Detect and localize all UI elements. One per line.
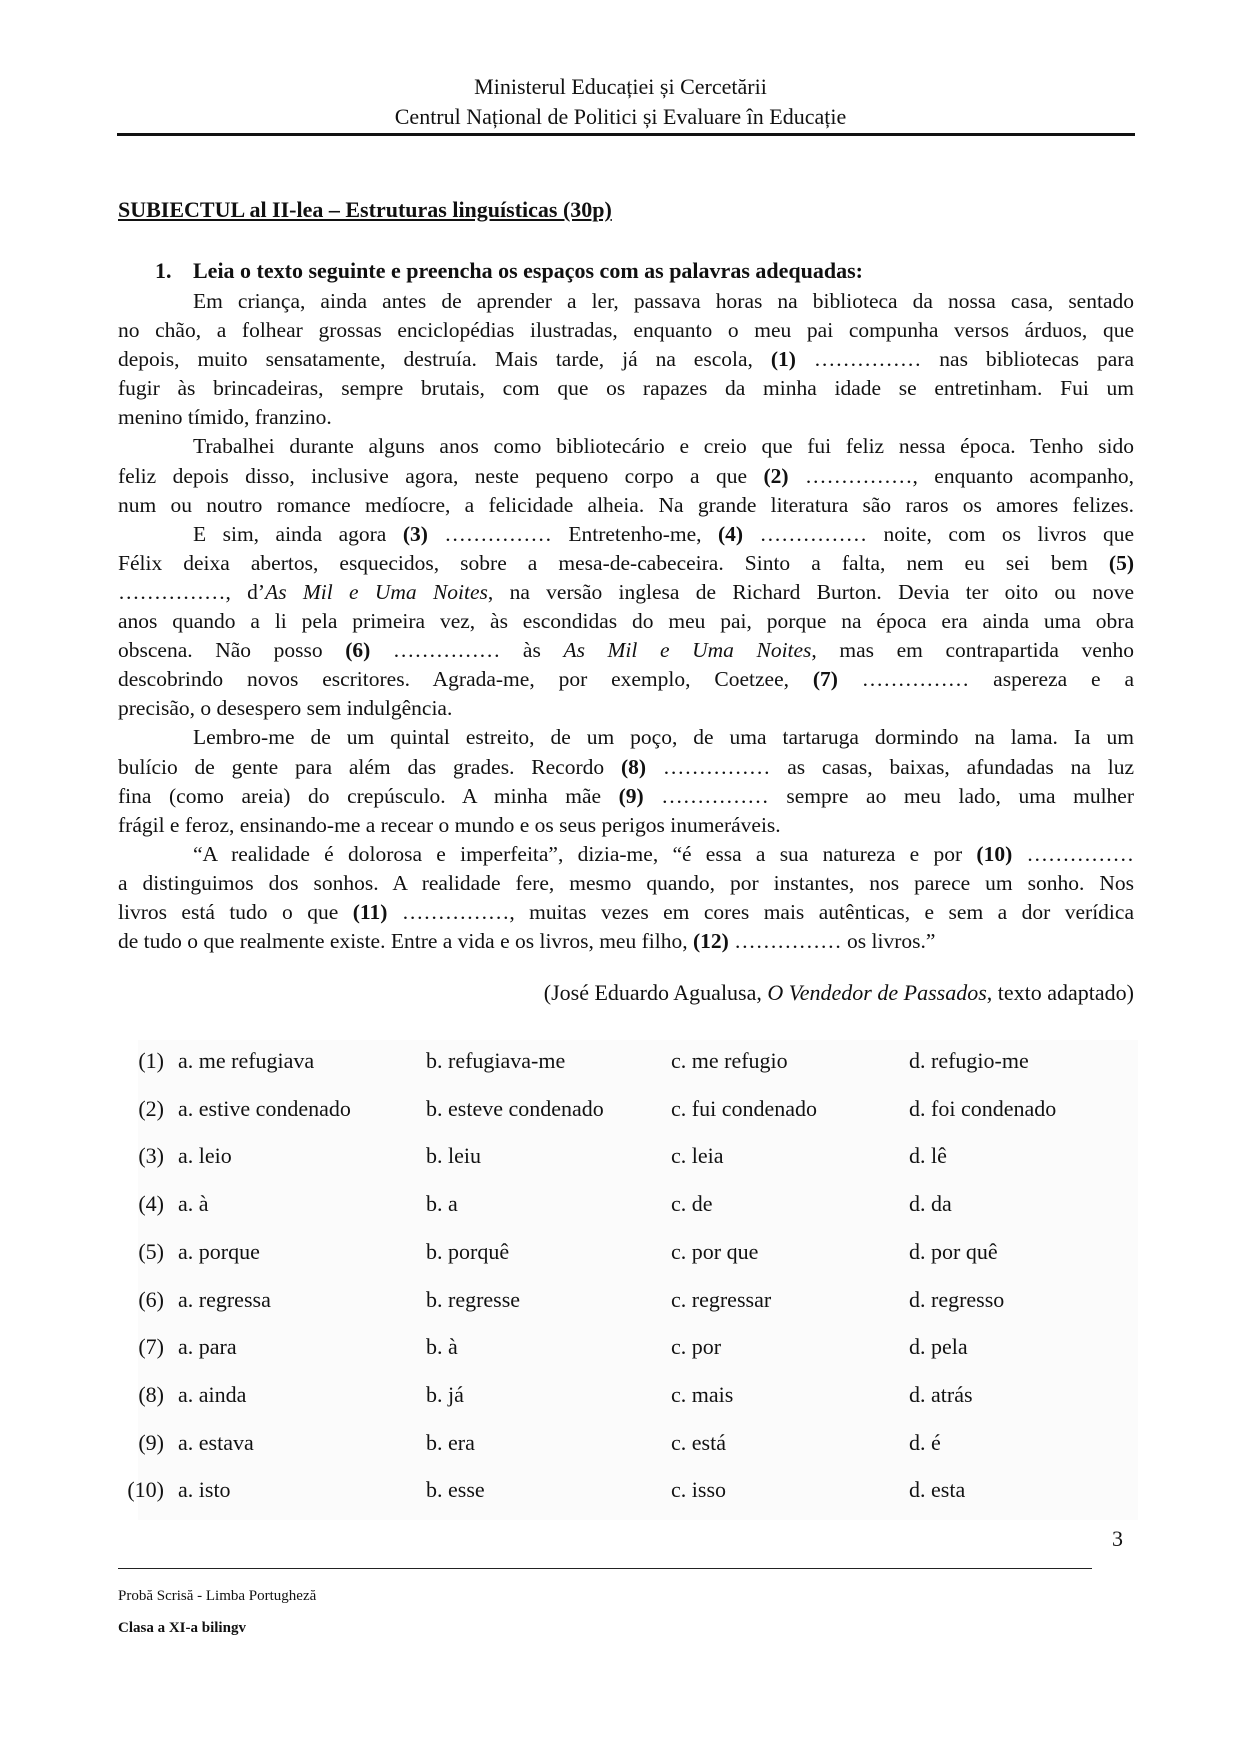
option-d[interactable]: d. refugio-me xyxy=(909,1048,1029,1073)
passage-line xyxy=(118,432,1134,461)
text-segment: Em criança, ainda antes de aprender a ler, passava horas na biblioteca da nossa casa, sentado xyxy=(193,289,1134,313)
text-segment: E sim, ainda agora xyxy=(193,521,403,546)
citation xyxy=(544,980,1134,1006)
text-segment: …………… Entretenho-me, xyxy=(427,521,718,546)
text-segment: descobrindo novos escritores. Agrada-me, por exemplo, Coetzee, xyxy=(118,667,813,692)
text-segment: , mas em contrapartida venho xyxy=(811,638,1134,663)
text-segment: frágil e feroz, ensinando-me a recear o mundo e os seus perigos inumeráveis. xyxy=(118,812,781,837)
header-divider xyxy=(117,133,1135,136)
passage-line xyxy=(118,811,1134,840)
option-item-number: (6) xyxy=(138,1286,164,1312)
gap-number: (8) xyxy=(620,754,647,779)
option-b[interactable]: b. a xyxy=(426,1191,458,1217)
text-segment: a distinguimos dos sonhos. A realidade fere, mesmo quando, por instantes, nos parece um sonho. Nos xyxy=(118,870,1134,895)
text-segment: no chão, a folhear grossas enciclopédias ilustradas, enquanto o meu pai compunha versos árduos, que xyxy=(118,318,1134,343)
text-segment: …………… as casas, baixas, afundadas na luz xyxy=(646,754,1134,779)
text-segment: bulício de gente para além das grades. Recordo xyxy=(118,754,621,779)
header-ministry: Ministerul Educației și Cercetării xyxy=(474,74,767,99)
option-d[interactable]: d. é xyxy=(909,1429,941,1455)
text-segment: anos quando a li pela primeira vez, às escondidas do meu pai, porque na época era ainda uma obra xyxy=(118,609,1134,634)
option-c[interactable]: c. me refugio xyxy=(671,1048,788,1073)
gap-number: (3) xyxy=(402,521,428,546)
option-c[interactable]: c. por xyxy=(671,1334,722,1360)
option-item-number: (1) xyxy=(138,1048,164,1073)
book-title: As Mil e Uma Noites xyxy=(563,638,812,663)
text-segment: …………… xyxy=(1012,841,1134,866)
option-item-number: (7) xyxy=(138,1334,164,1360)
option-d[interactable]: d. atrás xyxy=(909,1381,973,1407)
option-a[interactable]: a. ainda xyxy=(178,1381,247,1407)
gap-number: (11) xyxy=(352,899,388,924)
question-number: 1. xyxy=(155,258,172,283)
option-a[interactable]: a. estive condenado xyxy=(178,1095,351,1121)
text-segment: fugir às brincadeiras, sempre brutais, com que os rapazes da minha idade se entretinham. Fui um xyxy=(118,376,1134,401)
gap-number: (4) xyxy=(718,521,744,546)
option-a[interactable]: a. isto xyxy=(178,1477,231,1503)
text-segment: …………… aspereza e a xyxy=(837,667,1134,692)
footer-class: Clasa a XI-a bilingv xyxy=(118,1620,246,1636)
option-d[interactable]: d. por quê xyxy=(909,1238,998,1264)
passage-line xyxy=(118,578,1134,607)
citation-title: O Vendedor de Passados xyxy=(767,980,987,1005)
passage-line xyxy=(118,462,1134,491)
option-b[interactable]: b. esteve condenado xyxy=(426,1095,604,1121)
option-c[interactable]: c. de xyxy=(671,1191,713,1217)
option-a[interactable]: a. porque xyxy=(178,1238,260,1264)
passage-line xyxy=(118,491,1134,520)
text-segment: …………… às xyxy=(370,638,564,663)
text-segment: num ou noutro romance medíocre, a felicidade alheia. Na grande literatura são raros os amores felizes. xyxy=(118,492,1134,517)
option-b[interactable]: b. porquê xyxy=(426,1238,510,1264)
option-d[interactable]: d. da xyxy=(909,1191,952,1217)
passage-line xyxy=(118,869,1134,898)
option-c[interactable]: c. está xyxy=(671,1429,726,1455)
text-segment: de tudo o que realmente existe. Entre a vida e os livros, meu filho, xyxy=(118,929,693,954)
option-b[interactable]: b. à xyxy=(426,1334,458,1360)
book-title: As Mil e Uma Noites xyxy=(265,579,488,604)
gap-number: (7) xyxy=(812,667,838,692)
gap-number: (6) xyxy=(345,638,371,663)
option-c[interactable]: c. mais xyxy=(671,1381,734,1407)
text-segment: Félix deixa abertos, esquecidos, sobre a mesa-de-cabeceira. Sinto a falta, nem eu sei bem xyxy=(118,550,1109,575)
option-item-number: (10) xyxy=(127,1477,164,1503)
citation-post: , texto adaptado) xyxy=(986,980,1134,1005)
option-item-number: (8) xyxy=(138,1381,164,1407)
text-segment: ……………, d’ xyxy=(118,579,266,604)
passage-line xyxy=(118,345,1134,374)
option-b[interactable]: b. regresse xyxy=(426,1286,521,1312)
text-segment: …………… nas bibliotecas para xyxy=(795,347,1134,372)
option-item-number: (2) xyxy=(138,1095,164,1121)
passage-text xyxy=(118,287,1134,956)
passage-line xyxy=(118,403,1134,432)
text-segment: menino tímido, franzino. xyxy=(118,405,332,430)
options-table xyxy=(127,1040,1138,1520)
text-segment: …………… sempre ao meu lado, uma mulher xyxy=(643,783,1134,808)
gap-number: (5) xyxy=(1108,550,1134,575)
gap-number: (2) xyxy=(763,463,789,488)
option-b[interactable]: b. leiu xyxy=(426,1143,481,1169)
passage-line xyxy=(118,287,1134,316)
option-a[interactable]: a. estava xyxy=(178,1429,254,1455)
option-b[interactable]: b. era xyxy=(426,1429,475,1455)
option-b[interactable]: b. já xyxy=(426,1381,464,1407)
text-segment: …………… os livros.” xyxy=(728,929,936,954)
option-item-number: (5) xyxy=(138,1238,164,1264)
option-b[interactable]: b. esse xyxy=(426,1477,485,1503)
option-item-number: (3) xyxy=(138,1143,164,1169)
text-segment: Lembro-me de um quintal estreito, de um poço, de uma tartaruga dormindo na lama. Ia um xyxy=(193,725,1134,750)
text-segment: precisão, o desespero sem indulgência. xyxy=(118,696,453,721)
gap-number: (1) xyxy=(770,347,796,372)
gap-number: (9) xyxy=(618,783,644,808)
option-d[interactable]: d. esta xyxy=(909,1477,966,1503)
passage-line xyxy=(118,927,1134,956)
text-segment: , na versão inglesa de Richard Burton. Devia ter oito ou nove xyxy=(487,579,1134,604)
passage-line xyxy=(118,549,1134,578)
text-segment: “A realidade é dolorosa e imperfeita”, dizia-me, “é essa a sua natureza e por xyxy=(193,841,977,866)
passage-line xyxy=(118,316,1134,345)
text-segment: fina (como areia) do crepúsculo. A minha mãe xyxy=(118,783,619,808)
footer-divider xyxy=(118,1568,1092,1569)
option-c[interactable]: c. leia xyxy=(671,1143,724,1169)
passage-line xyxy=(118,898,1134,927)
option-c[interactable]: c. regressar xyxy=(671,1286,772,1312)
gap-number: (10) xyxy=(976,841,1013,866)
passage-line xyxy=(118,753,1134,782)
text-segment: depois, muito sensatamente, destruía. Mais tarde, já na escola, xyxy=(118,347,771,372)
passage-line xyxy=(118,782,1134,811)
option-d[interactable]: d. pela xyxy=(909,1334,968,1360)
option-c[interactable]: c. isso xyxy=(671,1477,726,1503)
option-item-number: (4) xyxy=(138,1191,164,1217)
question-instruction xyxy=(155,258,863,284)
text-segment: ……………, muitas vezes em cores mais autênticas, e sem a dor verídica xyxy=(387,899,1134,924)
option-a[interactable]: a. à xyxy=(178,1191,209,1217)
question-text: Leia o texto seguinte e preencha os espaços com as palavras adequadas: xyxy=(193,258,863,283)
passage-line xyxy=(118,840,1134,869)
option-a[interactable]: a. para xyxy=(178,1334,237,1360)
passage-line xyxy=(118,636,1134,665)
text-segment: ……………, enquanto acompanho, xyxy=(788,463,1134,488)
footer-exam: Probă Scrisă - Limba Portugheză xyxy=(118,1588,317,1604)
option-a[interactable]: a. leio xyxy=(178,1143,232,1169)
passage-line xyxy=(118,665,1134,694)
option-c[interactable]: c. por que xyxy=(671,1238,759,1264)
option-b[interactable]: b. refugiava-me xyxy=(426,1048,566,1073)
passage-line xyxy=(118,607,1134,636)
passage-line xyxy=(118,723,1134,752)
option-item-number: (9) xyxy=(138,1429,164,1455)
text-segment: Trabalhei durante alguns anos como bibliotecário e creio que fui feliz nessa época. Tenho sido xyxy=(193,434,1134,459)
page-number: 3 xyxy=(1112,1526,1123,1551)
header-center: Centrul Național de Politici și Evaluare în Educație xyxy=(394,104,847,129)
option-a[interactable]: a. regressa xyxy=(178,1286,271,1312)
subject-heading: SUBIECTUL al II-lea – Estruturas linguísticas (30p) xyxy=(118,197,612,222)
option-d[interactable]: d. foi condenado xyxy=(909,1095,1057,1121)
option-d[interactable]: d. lê xyxy=(909,1143,947,1169)
passage-line xyxy=(118,520,1134,549)
text-segment: livros está tudo o que xyxy=(118,899,353,924)
passage-line xyxy=(118,694,1134,723)
text-segment: feliz depois disso, inclusive agora, neste pequeno corpo a que xyxy=(118,463,764,488)
text-segment: obscena. Não posso xyxy=(118,638,346,663)
option-d[interactable]: d. regresso xyxy=(909,1286,1005,1312)
gap-number: (12) xyxy=(692,929,729,954)
option-c[interactable]: c. fui condenado xyxy=(671,1095,817,1121)
passage-line xyxy=(118,374,1134,403)
text-segment: …………… noite, com os livros que xyxy=(743,521,1134,546)
citation-pre: (José Eduardo Agualusa, xyxy=(543,980,768,1005)
option-a[interactable]: a. me refugiava xyxy=(178,1048,315,1073)
